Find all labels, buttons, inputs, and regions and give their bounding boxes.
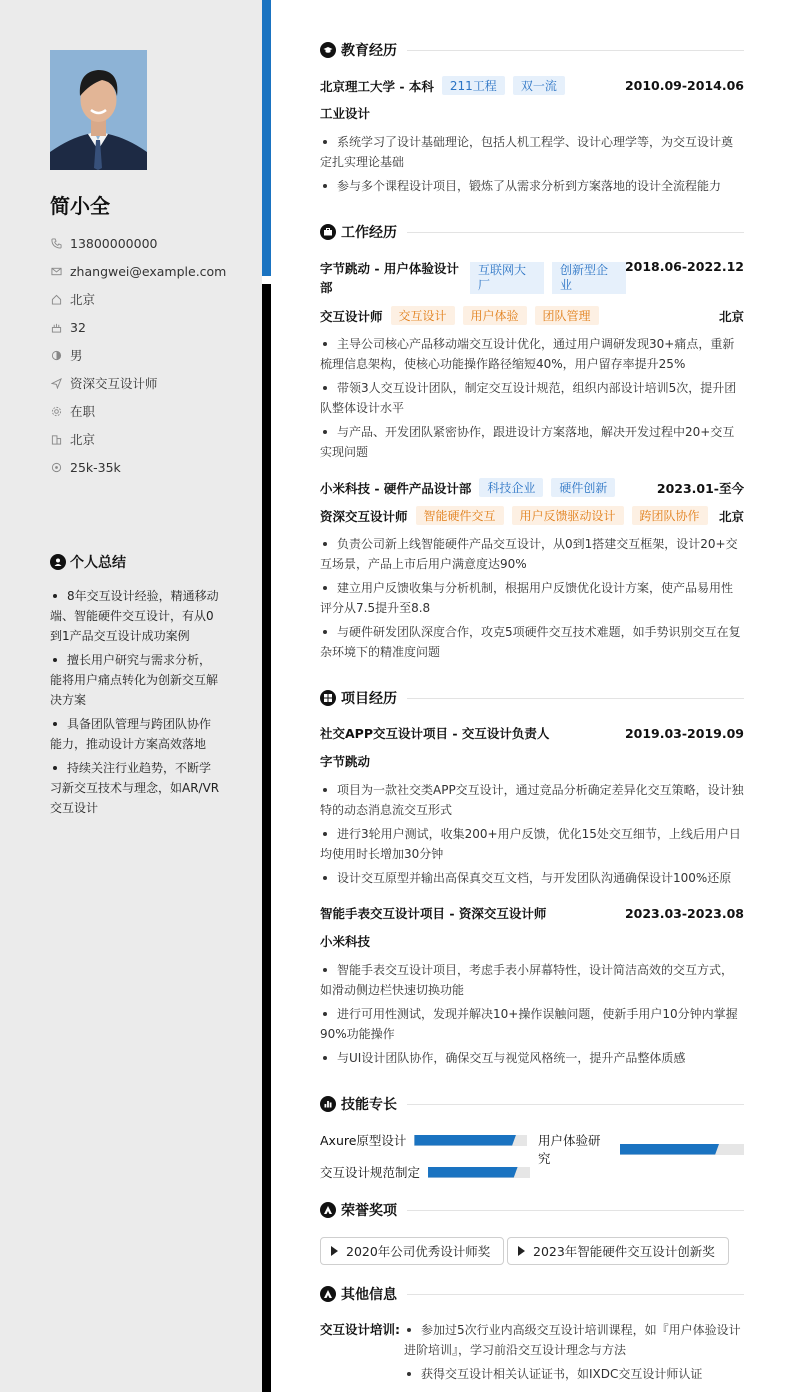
divider [407,1104,744,1105]
other-details [404,1320,744,1388]
awards-title: 荣誉奖项 [341,1203,397,1219]
education-heading [320,40,744,60]
project-details [320,960,744,1072]
job-header-row [320,259,744,299]
list-item: 参与多个课程设计项目，锻炼了从需求分析到方案落地的设计全流程能力 [320,176,744,196]
skill-name: Axure原型设计 [320,1133,407,1148]
job-title-text: 资深交互设计师 [70,376,158,391]
graduation-cap-icon [320,42,336,58]
summary-title: 个人总结 [70,555,126,571]
award-name: 2020年公司优秀设计师奖 [346,1244,491,1259]
list-item: 负责公司新上线智能硬件产品交互设计，从0到1搭建交互框架，设计20+交互场景，产品上市后用户满意度达90% [320,534,744,574]
divider [407,232,744,233]
list-item: 进行可用性测试，发现并解决10+操作误触问题，使新手用户10分钟内掌握90%功能操作 [320,1004,744,1044]
list-item: 智能手表交互设计项目，考虑手表小屏幕特性，设计简洁高效的交互方式，如滑动侧边栏快速切换功能 [320,960,744,1000]
list-item: 项目为一款社交类APP交互设计，通过竞品分析确定差异化交互策略，设计独特的动态消息流交互形式 [320,780,744,820]
project-company-row [320,932,744,950]
play-icon [518,1246,525,1256]
school-name: 北京理工大学 - 本科 [320,78,434,94]
email-text: zhangwei@example.com [70,263,227,279]
award-icon [320,1202,336,1218]
award-name: 2023年智能硬件交互设计创新奖 [533,1244,715,1259]
divider [407,50,744,51]
gender-text: 男 [70,348,83,363]
summary-item: 具备团队管理与跨团队协作能力，推动设计方案高效落地 [50,714,220,754]
user-icon [50,554,66,570]
summary-heading [50,552,220,572]
education-title: 教育经历 [341,43,397,59]
divider [407,698,744,699]
skill-level-bar [428,1167,518,1178]
list-item: 进行3轮用户测试，收集200+用户反馈，优化15处交互细节，上线后用户日均使用时长增加30分钟 [320,824,744,864]
projects-heading [320,688,744,708]
mail-icon [50,265,62,277]
list-item: 与UI设计团队协作，确保交互与视觉风格统一，提升产品整体质感 [320,1048,744,1068]
role-tag: 用户体验 [463,306,527,325]
info-gender [50,341,226,369]
projects-title: 项目经历 [341,691,397,707]
summary-list [50,586,220,818]
major-name: 工业设计 [320,106,371,121]
divider [407,1210,744,1211]
info-phone [50,229,226,257]
school-tag: 211工程 [442,76,505,95]
school-tag: 双一流 [513,76,565,95]
bar-chart-icon [320,1096,336,1112]
other-title: 其他信息 [341,1287,397,1303]
award-chip [507,1237,729,1265]
role-tag: 交互设计 [391,306,455,325]
company-tag: 科技企业 [479,478,543,497]
job-icon [50,377,62,389]
company-name-line: 部 [320,280,333,295]
candidate-name: 简小全 [50,194,110,218]
role-tag: 用户反馈驱动设计 [512,506,624,525]
project-header-row [320,904,744,922]
status-text: 在职 [70,404,96,419]
company-name: 小米科技 - 硬件产品设计部 [320,480,472,496]
work-heading [320,222,744,242]
skill-track [428,1167,530,1178]
gender-icon [50,349,62,361]
salary-icon [50,461,62,473]
profile-photo [50,50,147,170]
list-item: 与硬件研发团队深度合作，攻克5项硬件交互技术难题，如手势识别交互在复杂环境下的精准度问题 [320,622,744,662]
accent-bar-blue [262,0,271,276]
job-details [320,334,744,466]
list-item: 参加过5次行业内高级交互设计培训课程，如『用户体验设计进阶培训』，学习前沿交互设计理念与方法 [404,1320,744,1360]
other-label: 交互设计培训: [320,1322,400,1337]
skill-track [414,1135,527,1146]
skill-item [538,1131,744,1167]
company-tag-line: 互联网大 [478,263,527,277]
project-date: 2023.03-2023.08 [624,905,744,921]
info-job [50,369,226,397]
divider [407,1294,744,1295]
job-location: 北京 [718,308,744,324]
info-home [50,285,226,313]
age-text: 32 [70,319,86,335]
personal-summary [50,552,220,822]
role-tag: 团队管理 [535,306,599,325]
list-item: 建立用户反馈收集与分析机制，根据用户反馈优化设计方案，使产品易用性评分从7.5提升至8.8 [320,578,744,618]
skill-item [320,1163,530,1181]
salary-text: 25k-35k [70,459,121,475]
list-item: 主导公司核心产品移动端交互设计优化，通过用户调研发现30+痛点，重新梳理信息架构，使核心功能操作路径缩短40%，用户留存率提升25% [320,334,744,374]
skill-name: 交互设计规范制定 [320,1165,421,1180]
job-details [320,534,744,666]
job-location: 北京 [718,508,744,524]
project-details [320,780,744,892]
list-item: 带领3人交互设计团队，制定交互设计规范，组织内部设计培训5次，提升团队整体设计水平 [320,378,744,418]
project-name: 社交APP交互设计项目 - 交互设计负责人 [320,726,550,741]
job-date: 2018.06-2022.12 [624,259,744,274]
role-tag: 跨团队协作 [632,506,708,525]
list-item: 与产品、开发团队紧密协作，跟进设计方案落地，解决开发过程中20+交互实现问题 [320,422,744,462]
city-icon [50,433,62,445]
job-date: 2023.01-至今 [656,480,744,496]
status-icon [50,405,62,417]
company-tag [470,262,544,294]
list-item: 系统学习了设计基础理论，包括人机工程学、设计心理学等，为交互设计奠定扎实理论基础 [320,132,744,172]
other-heading [320,1284,744,1304]
summary-item: 擅长用户研究与需求分析，能将用户痛点转化为创新交互解决方案 [50,650,220,710]
company-tag-line: 业 [560,278,573,292]
awards-heading [320,1200,744,1220]
project-company-row [320,752,744,770]
skill-item [320,1131,527,1149]
accent-bar-black [262,284,271,1392]
city-text: 北京 [70,432,96,447]
age-icon [50,321,62,333]
phone-text: 13800000000 [70,235,158,251]
company-tag [552,262,626,294]
skill-level-bar [414,1135,516,1146]
skill-name: 用户体验研究 [538,1133,601,1166]
job-role-row [320,306,744,325]
play-icon [331,1246,338,1256]
phone-icon [50,237,62,249]
education-header-row [320,76,744,95]
list-item: 设计交互原型并输出高保真交互文档，与开发团队沟通确保设计100%还原 [320,868,744,888]
briefcase-icon [320,224,336,240]
contact-info-list [50,229,226,481]
project-date: 2019.03-2019.09 [624,725,744,741]
info-icon [320,1286,336,1302]
major-row [320,104,744,122]
summary-item: 8年交互设计经验，精通移动端、智能硬件交互设计，有从0到1产品交互设计成功案例 [50,586,220,646]
job-role: 资深交互设计师 [320,508,408,524]
portrait-image [50,50,147,170]
skills-heading [320,1094,744,1114]
grid-icon [320,690,336,706]
education-details [320,132,744,200]
education-date: 2010.09-2014.06 [624,78,744,93]
role-tag: 智能硬件交互 [416,506,504,525]
work-title: 工作经历 [341,225,397,241]
job-header-row [320,478,744,497]
company-tag: 硬件创新 [551,478,615,497]
list-item: 获得交互设计相关认证证书，如IXDC交互设计师认证 [404,1364,744,1384]
job-role: 交互设计师 [320,308,383,324]
project-name: 智能手表交互设计项目 - 资深交互设计师 [320,906,547,921]
info-salary [50,453,226,481]
home-icon [50,293,62,305]
project-header-row [320,724,744,742]
info-city [50,425,226,453]
company-tag-line: 厂 [478,278,491,292]
skill-level-bar [620,1144,719,1155]
home-city-text: 北京 [70,292,96,307]
company-name [320,259,460,297]
award-chip [320,1237,504,1265]
info-status [50,397,226,425]
info-age [50,313,226,341]
project-company: 小米科技 [320,934,371,949]
project-company: 字节跳动 [320,754,371,769]
skills-title: 技能专长 [341,1097,397,1113]
job-role-row [320,506,744,525]
skill-track [620,1144,744,1155]
company-name-line: 字节跳动 - 用户体验设计 [320,261,459,276]
company-tag-line: 创新型企 [560,263,609,277]
summary-item: 持续关注行业趋势，不断学习新交互技术与理念，如AR/VR交互设计 [50,758,220,818]
info-email [50,257,226,285]
